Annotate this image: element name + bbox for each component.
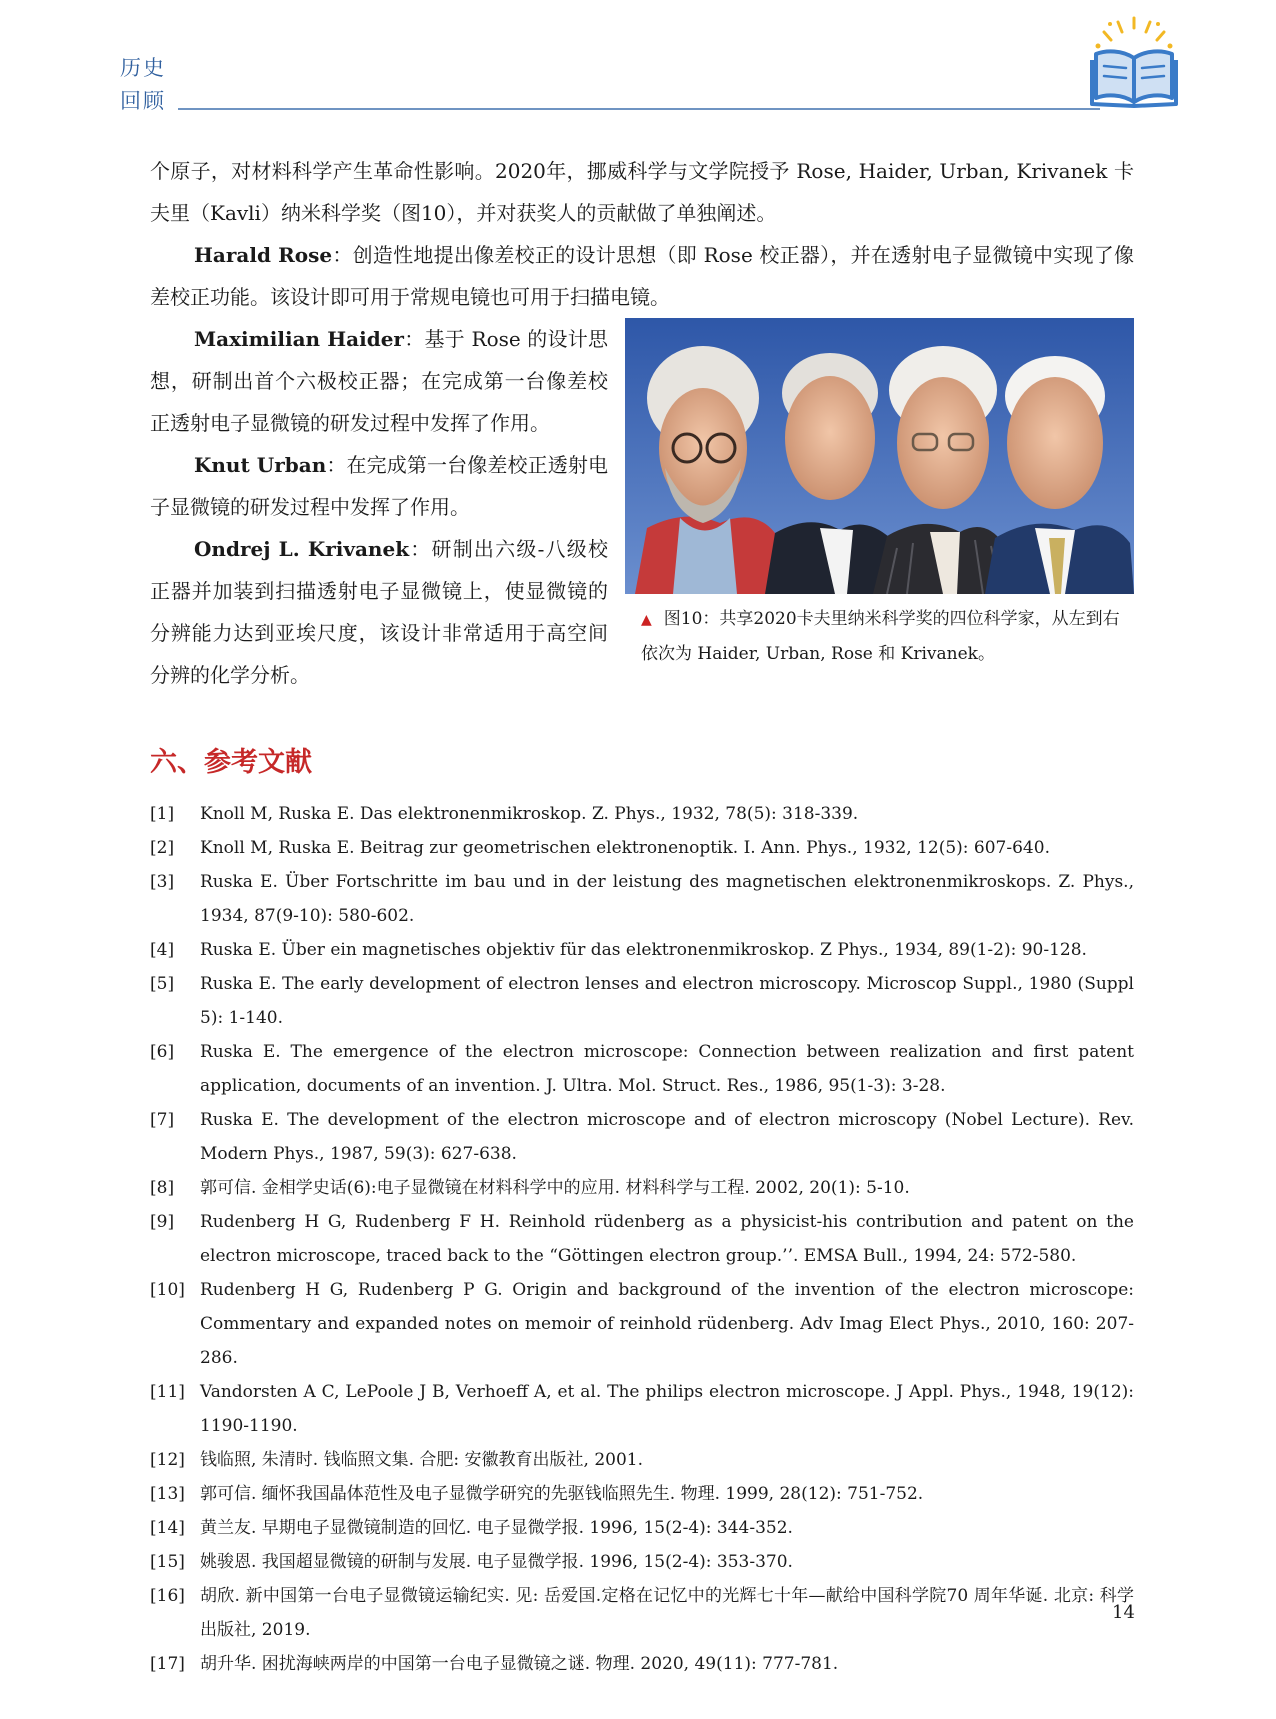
page-number: 14 (1112, 1602, 1135, 1623)
reference-list (150, 797, 1134, 1681)
reference-text: Vandorsten A C, LePoole J B, Verhoeff A, et al. The philips electron microscope. J Appl. Phys., 1948, 19(12): 1190-1190. (200, 1382, 1134, 1436)
rose-description: ：创造性地提出像差校正的设计思想（即 Rose 校正器），并在透射电子显微镜中实现了像差校正功能。该设计即可用于常规电镜也可用于扫描电镜。 (150, 243, 1135, 309)
section-title: 六、参考文献 (150, 747, 312, 778)
reference-item (150, 831, 1134, 865)
reference-text: 郭可信. 缅怀我国晶体范性及电子显微学研究的先驱钱临照先生. 物理. 1999, 28(12): 751-752. (200, 1484, 924, 1504)
scientists-photo (625, 318, 1134, 594)
krivanek-name: Ondrej L. Krivanek (194, 537, 410, 561)
reference-text: Rudenberg H G, Rudenberg F H. Reinhold rüdenberg as a physicist-his contribution and patent on the electron microscope, traced back to the “Göttingen electron group.’’. EMSA Bull., 1994, 24: 572-580. (200, 1212, 1134, 1266)
header-section-label-2: 回顾 (120, 89, 166, 113)
reference-number: [6] (150, 1042, 175, 1062)
reference-text: Ruska E. The development of the electron microscope and of electron microscopy (Nobel Lecture). Rev. Modern Phys., 1987, 59(3): 627-638. (200, 1110, 1134, 1164)
reference-number: [15] (150, 1552, 185, 1572)
reference-number: [5] (150, 974, 175, 994)
header-section-label-1: 历史 (120, 56, 166, 80)
reference-text: 钱临照, 朱清时. 钱临照文集. 合肥: 安徽教育出版社, 2001. (200, 1450, 644, 1470)
page-header (0, 0, 1276, 120)
reference-item (150, 1205, 1134, 1273)
reference-text: 姚骏恩. 我国超显微镜的研制与发展. 电子显微学报. 1996, 15(2-4): 353-370. (200, 1552, 793, 1572)
caption-text: 图10：共享2020卡夫里纳米科学奖的四位科学家，从左到右依次为 Haider, Urban, Rose 和 Krivanek。 (641, 609, 1120, 664)
reference-item (150, 1035, 1134, 1103)
reference-text: 郭可信. 金相学史话(6):电子显微镜在材料科学中的应用. 材料科学与工程. 2002, 20(1): 5-10. (200, 1178, 910, 1198)
rose-name: Harald Rose (194, 243, 333, 267)
krivanek-description: ：研制出六级-八级校正器并加装到扫描透射电子显微镜上，使显微镜的分辨能力达到亚埃尺度，该设计非常适用于高空间分辨的化学分析。 (150, 537, 608, 687)
caption-marker-icon: ▲ (641, 612, 652, 628)
reference-item (150, 1273, 1134, 1375)
reference-item (150, 865, 1134, 933)
reference-number: [8] (150, 1178, 175, 1198)
reference-text: 胡欣. 新中国第一台电子显微镜运输纪实. 见: 岳爱国.定格在记忆中的光辉七十年—献给中国科学院70 周年华诞. 北京: 科学出版社, 2019. (200, 1586, 1134, 1640)
reference-text: Knoll M, Ruska E. Beitrag zur geometrischen elektronenoptik. I. Ann. Phys., 1932, 12(5): 607-640. (200, 838, 1050, 858)
reference-item (150, 1511, 1134, 1545)
header-rule (178, 108, 1100, 110)
reference-text: 黄兰友. 早期电子显微镜制造的回忆. 电子显微学报. 1996, 15(2-4): 344-352. (200, 1518, 793, 1538)
krivanek-paragraph (150, 528, 608, 696)
reference-text: 胡升华. 困扰海峡两岸的中国第一台电子显微镜之谜. 物理. 2020, 49(11): 777-781. (200, 1654, 839, 1674)
reference-text: Ruska E. The early development of electron lenses and electron microscopy. Microscop Suppl., 1980 (Suppl 5): 1-140. (200, 974, 1134, 1028)
reference-item (150, 1375, 1134, 1443)
open-book-icon (1088, 14, 1180, 110)
reference-number: [3] (150, 872, 175, 892)
intro-paragraph: 个原子，对材料科学产生革命性影响。2020年，挪威科学与文学院授予 Rose, Haider, Urban, Krivanek 卡夫里（Kavli）纳米科学奖（图10），并对获奖人的贡献做了单独阐述。 (150, 159, 1134, 225)
reference-number: [12] (150, 1450, 185, 1470)
reference-text: Rudenberg H G, Rudenberg P G. Origin and background of the invention of the electron microscope: Commentary and expanded notes on memoir of reinhold rüdenberg. Adv Imag Elect Phys., 2010, 160: 207-286. (200, 1280, 1134, 1368)
reference-number: [13] (150, 1484, 185, 1504)
haider-description: ：基于 Rose 的设计思想，研制出首个六极校正器；在完成第一台像差校正透射电子显微镜的研发过程中发挥了作用。 (150, 327, 608, 435)
reference-item (150, 1171, 1134, 1205)
reference-number: [9] (150, 1212, 175, 1232)
reference-text: Ruska E. Über Fortschritte im bau und in der leistung des magnetischen elektronenmikroskops. Z. Phys., 1934, 87(9-10): 580-602. (200, 872, 1134, 926)
reference-text: Ruska E. The emergence of the electron microscope: Connection between realization and first patent application, documents of an invention. J. Ultra. Mol. Struct. Res., 1986, 95(1-3): 3-28. (200, 1042, 1134, 1096)
reference-number: [1] (150, 804, 175, 824)
reference-item (150, 1647, 1134, 1681)
reference-number: [4] (150, 940, 175, 960)
reference-number: [11] (150, 1382, 185, 1402)
reference-item (150, 1579, 1134, 1647)
reference-text: Knoll M, Ruska E. Das elektronenmikroskop. Z. Phys., 1932, 78(5): 318-339. (200, 804, 859, 824)
reference-item (150, 933, 1134, 967)
reference-item (150, 1443, 1134, 1477)
reference-item (150, 967, 1134, 1035)
reference-item (150, 1477, 1134, 1511)
reference-number: [17] (150, 1654, 185, 1674)
reference-item (150, 797, 1134, 831)
urban-description: ：在完成第一台像差校正透射电子显微镜的研发过程中发挥了作用。 (150, 453, 609, 519)
reference-item (150, 1545, 1134, 1579)
reference-item (150, 1103, 1134, 1171)
reference-number: [16] (150, 1586, 185, 1606)
reference-number: [2] (150, 838, 175, 858)
rose-paragraph (150, 234, 1134, 318)
figure-caption (641, 602, 1131, 671)
reference-number: [10] (150, 1280, 185, 1300)
reference-text: Ruska E. Über ein magnetisches objektiv für das elektronenmikroskop. Z Phys., 1934, 89(1-2): 90-128. (200, 940, 1087, 960)
haider-name: Maximilian Haider (194, 327, 404, 351)
urban-paragraph (150, 444, 608, 528)
reference-number: [14] (150, 1518, 185, 1538)
haider-paragraph (150, 318, 608, 444)
reference-number: [7] (150, 1110, 175, 1130)
urban-name: Knut Urban (194, 453, 327, 477)
